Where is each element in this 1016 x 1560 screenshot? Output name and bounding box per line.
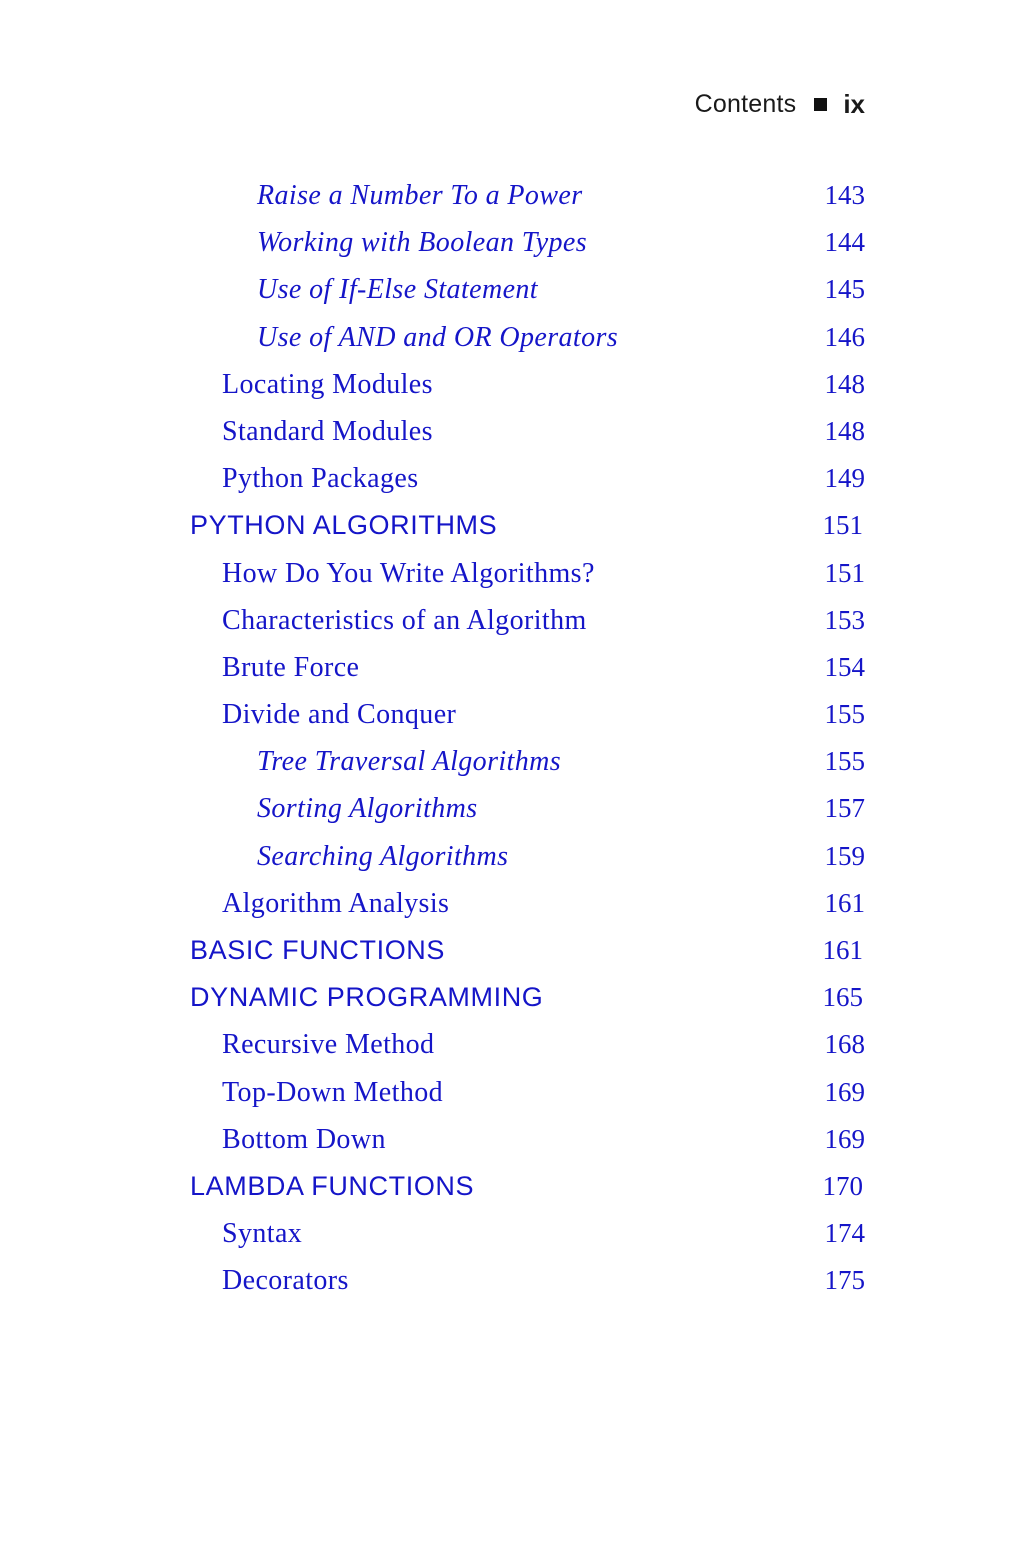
toc-entry-title: Raise a Number To a Power: [257, 180, 583, 211]
square-bullet-icon: [814, 98, 827, 111]
toc-chapter-entry[interactable]: [0, 927, 1016, 974]
toc-entry-page: 159: [824, 840, 865, 871]
toc-entry-title: Top-Down Method: [222, 1076, 444, 1108]
toc-chapter-entry[interactable]: [0, 1163, 1016, 1210]
toc-chapter-title: BASIC FUNCTIONS: [190, 935, 446, 965]
toc-entry[interactable]: [0, 1069, 1016, 1116]
toc-entry-title: Recursive Method: [222, 1029, 435, 1061]
toc-chapter-title: DYNAMIC PROGRAMMING: [190, 982, 544, 1013]
toc-entry-page: 148: [824, 368, 865, 399]
toc-entry-page: 146: [824, 321, 865, 352]
toc-entry[interactable]: [0, 314, 1016, 361]
toc-entry-title: Use of If-Else Statement: [257, 274, 538, 306]
toc-entry-title: Python Packages: [222, 463, 419, 495]
toc-entry-title: Tree Traversal Algorithms: [257, 746, 562, 778]
running-head: [695, 86, 865, 122]
toc-entry-page: 157: [824, 793, 865, 824]
toc-entry[interactable]: [0, 1257, 1016, 1304]
toc-entry-title: Searching Algorithms: [257, 840, 509, 872]
toc-entry[interactable]: [0, 880, 1016, 927]
toc-entry[interactable]: [0, 597, 1016, 644]
toc-entry-page: 149: [824, 463, 865, 494]
toc-entry[interactable]: [0, 738, 1016, 785]
toc-chapter-title: LAMBDA FUNCTIONS: [190, 1170, 475, 1201]
toc-entry-title: Bottom Down: [222, 1123, 386, 1155]
toc-entry-title: Standard Modules: [222, 415, 433, 447]
toc-entry[interactable]: [0, 266, 1016, 313]
toc-entry-page: 170: [822, 1170, 863, 1201]
toc-entry-title: How Do You Write Algorithms?: [222, 557, 595, 589]
toc-entry-title: Use of AND and OR Operators: [257, 321, 619, 353]
toc-entry[interactable]: [0, 1210, 1016, 1257]
toc-entry-page: 155: [824, 699, 865, 730]
toc-entry-page: 174: [824, 1218, 865, 1249]
toc-entry-title: Working with Boolean Types: [257, 227, 588, 259]
page-number: ix: [843, 88, 865, 119]
toc-entry-page: 175: [824, 1265, 865, 1296]
toc-entry[interactable]: [0, 833, 1016, 880]
toc-entry[interactable]: [0, 172, 1016, 219]
toc-entry[interactable]: [0, 1116, 1016, 1163]
toc-entry-page: 145: [824, 274, 865, 305]
table-of-contents: [0, 172, 1016, 1305]
toc-entry-page: 155: [824, 746, 865, 777]
toc-entry-page: 168: [824, 1029, 865, 1060]
running-head-section: Contents: [694, 89, 797, 118]
toc-entry-title: Locating Modules: [222, 368, 433, 400]
toc-entry-page: 151: [824, 557, 865, 588]
toc-entry[interactable]: [0, 785, 1016, 832]
toc-entry-page: 151: [822, 510, 863, 541]
toc-entry-page: 161: [822, 935, 863, 965]
toc-chapter-title: PYTHON ALGORITHMS: [190, 510, 498, 541]
toc-entry-page: 143: [824, 180, 865, 210]
toc-chapter-entry[interactable]: [0, 974, 1016, 1021]
toc-entry-page: 161: [824, 887, 865, 918]
toc-entry-page: 169: [824, 1123, 865, 1154]
toc-entry-page: 154: [824, 651, 865, 682]
toc-entry-page: 153: [824, 604, 865, 635]
toc-entry-title: Sorting Algorithms: [257, 793, 478, 825]
toc-entry[interactable]: [0, 550, 1016, 597]
toc-entry-title: Divide and Conquer: [222, 699, 457, 731]
toc-entry[interactable]: [0, 455, 1016, 502]
toc-entry-page: 169: [824, 1076, 865, 1107]
toc-entry-page: 148: [824, 415, 865, 446]
toc-entry[interactable]: [0, 361, 1016, 408]
toc-entry-title: Brute Force: [222, 651, 360, 683]
toc-entry[interactable]: [0, 408, 1016, 455]
toc-chapter-entry[interactable]: [0, 502, 1016, 549]
toc-entry-page: 144: [824, 227, 865, 258]
toc-entry-title: Decorators: [222, 1265, 349, 1297]
toc-entry[interactable]: [0, 644, 1016, 691]
toc-entry-title: Characteristics of an Algorithm: [222, 604, 587, 636]
toc-entry[interactable]: [0, 691, 1016, 738]
toc-entry-title: Algorithm Analysis: [222, 887, 450, 919]
toc-entry[interactable]: [0, 1021, 1016, 1068]
toc-entry-title: Syntax: [222, 1218, 303, 1250]
toc-entry-page: 165: [822, 982, 863, 1013]
toc-entry[interactable]: [0, 219, 1016, 266]
